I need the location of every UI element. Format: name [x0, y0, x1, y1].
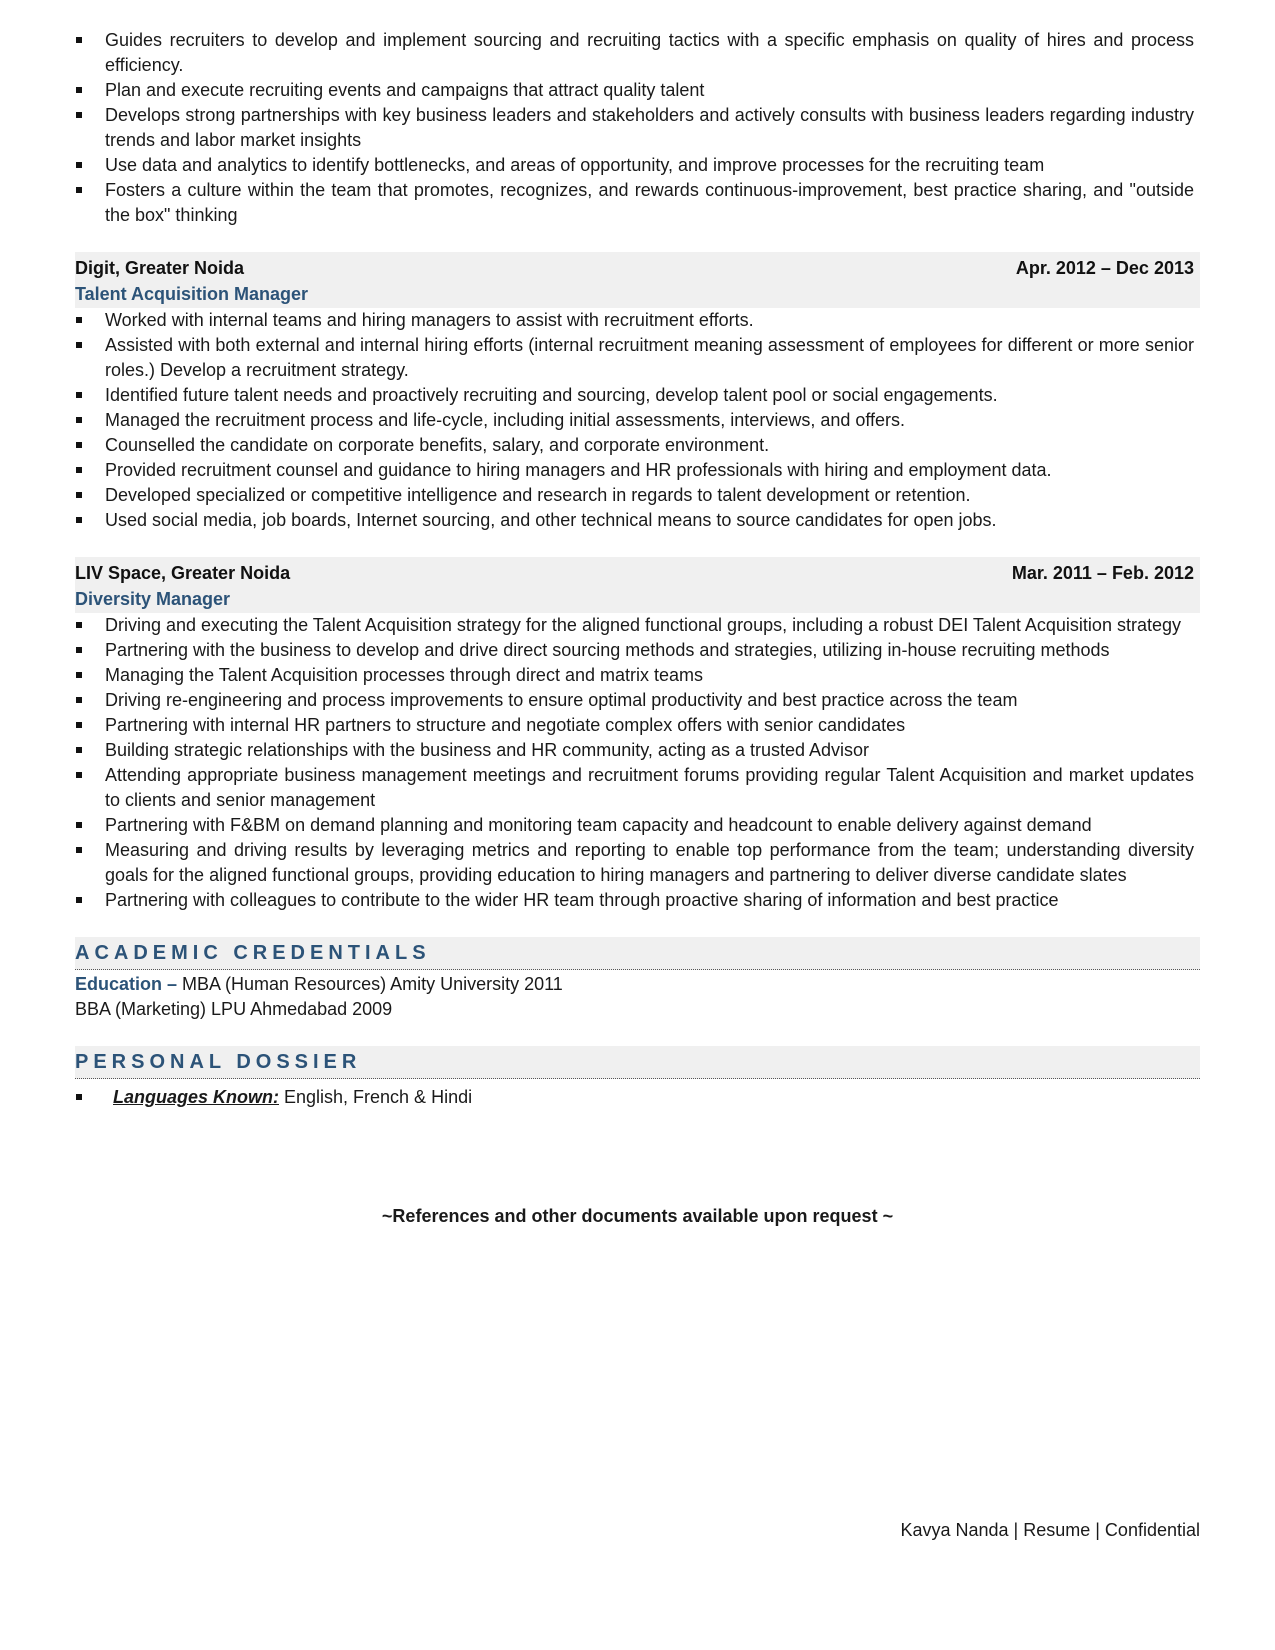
section-heading-personal: PERSONAL DOSSIER [75, 1046, 1200, 1079]
list-item: Assisted with both external and internal hiring efforts (internal recruitment meaning assessment of employees for different or more senior roles.) Develop a recruitment strategy. [75, 333, 1194, 383]
languages-label: Languages Known: [113, 1087, 279, 1107]
list-item: Plan and execute recruiting events and campaigns that attract quality talent [75, 78, 1194, 103]
list-item: Provided recruitment counsel and guidance to hiring managers and HR professionals with hiring and employment data. [75, 458, 1194, 483]
education-details [75, 972, 1200, 1022]
intro-bullet-list [75, 28, 1200, 228]
list-item: Used social media, job boards, Internet sourcing, and other technical means to source candidates for open jobs. [75, 508, 1194, 533]
list-item: Fosters a culture within the team that promotes, recognizes, and rewards continuous-improvement, best practice sharing, and "outside the box" thinking [75, 178, 1194, 228]
list-item: Counselled the candidate on corporate benefits, salary, and corporate environment. [75, 433, 1194, 458]
job-bullet-list [75, 613, 1200, 913]
job-title: Talent Acquisition Manager [75, 284, 309, 304]
list-item: Partnering with internal HR partners to structure and negotiate complex offers with senior candidates [75, 713, 1194, 738]
personal-list [75, 1085, 1200, 1110]
job-header-digit [75, 252, 1200, 308]
list-item [75, 1085, 1194, 1110]
education-label: Education – [75, 974, 178, 994]
list-item: Partnering with colleagues to contribute to the wider HR team through proactive sharing of information and best practice [75, 888, 1194, 913]
list-item: Building strategic relationships with the business and HR community, acting as a trusted Advisor [75, 738, 1194, 763]
list-item: Measuring and driving results by leveraging metrics and reporting to enable top performance from the team; understanding diversity goals for the aligned functional groups, providing education to hiring managers and partnering to deliver diverse candidate slates [75, 838, 1194, 888]
job-header-livspace [75, 557, 1200, 613]
languages-value: English, French & Hindi [279, 1087, 473, 1107]
education-line: MBA (Human Resources) Amity University 2011 [177, 974, 563, 994]
list-item: Managing the Talent Acquisition processes through direct and matrix teams [75, 663, 1194, 688]
list-item: Use data and analytics to identify bottlenecks, and areas of opportunity, and improve processes for the recruiting team [75, 153, 1194, 178]
list-item: Develops strong partnerships with key business leaders and stakeholders and actively consults with business leaders regarding industry trends and labor market insights [75, 103, 1194, 153]
job-dates: Mar. 2011 – Feb. 2012 [1011, 563, 1194, 583]
list-item: Worked with internal teams and hiring managers to assist with recruitment efforts. [75, 308, 1194, 333]
job-bullet-list [75, 308, 1200, 533]
company-name: LIV Space, Greater Noida [75, 563, 291, 583]
list-item: Driving re-engineering and process improvements to ensure optimal productivity and best practice across the team [75, 688, 1194, 713]
references-note: ~References and other documents available upon request ~ [381, 1206, 894, 1226]
list-item: Guides recruiters to develop and implement sourcing and recruiting tactics with a specific emphasis on quality of hires and process efficiency. [75, 28, 1194, 78]
list-item: Identified future talent needs and proactively recruiting and sourcing, develop talent pool or social engagements. [75, 383, 1194, 408]
list-item: Driving and executing the Talent Acquisition strategy for the aligned functional groups, including a robust DEI Talent Acquisition strategy [75, 613, 1194, 638]
resume-page [75, 28, 1200, 1227]
company-name: Digit, Greater Noida [75, 258, 245, 278]
list-item: Developed specialized or competitive intelligence and research in regards to talent development or retention. [75, 483, 1194, 508]
page-footer: Kavya Nanda | Resume | Confidential [900, 1520, 1200, 1540]
section-heading-academic: ACADEMIC CREDENTIALS [75, 937, 1200, 970]
list-item: Attending appropriate business management meetings and recruitment forums providing regular Talent Acquisition and market updates to clients and senior management [75, 763, 1194, 813]
education-line: BBA (Marketing) LPU Ahmedabad 2009 [75, 999, 393, 1019]
job-title: Diversity Manager [75, 589, 231, 609]
list-item: Partnering with F&BM on demand planning and monitoring team capacity and headcount to enable delivery against demand [75, 813, 1194, 838]
list-item: Partnering with the business to develop and drive direct sourcing methods and strategies, utilizing in-house recruiting methods [75, 638, 1194, 663]
job-dates: Apr. 2012 – Dec 2013 [1015, 258, 1194, 278]
list-item: Managed the recruitment process and life-cycle, including initial assessments, interviews, and offers. [75, 408, 1194, 433]
